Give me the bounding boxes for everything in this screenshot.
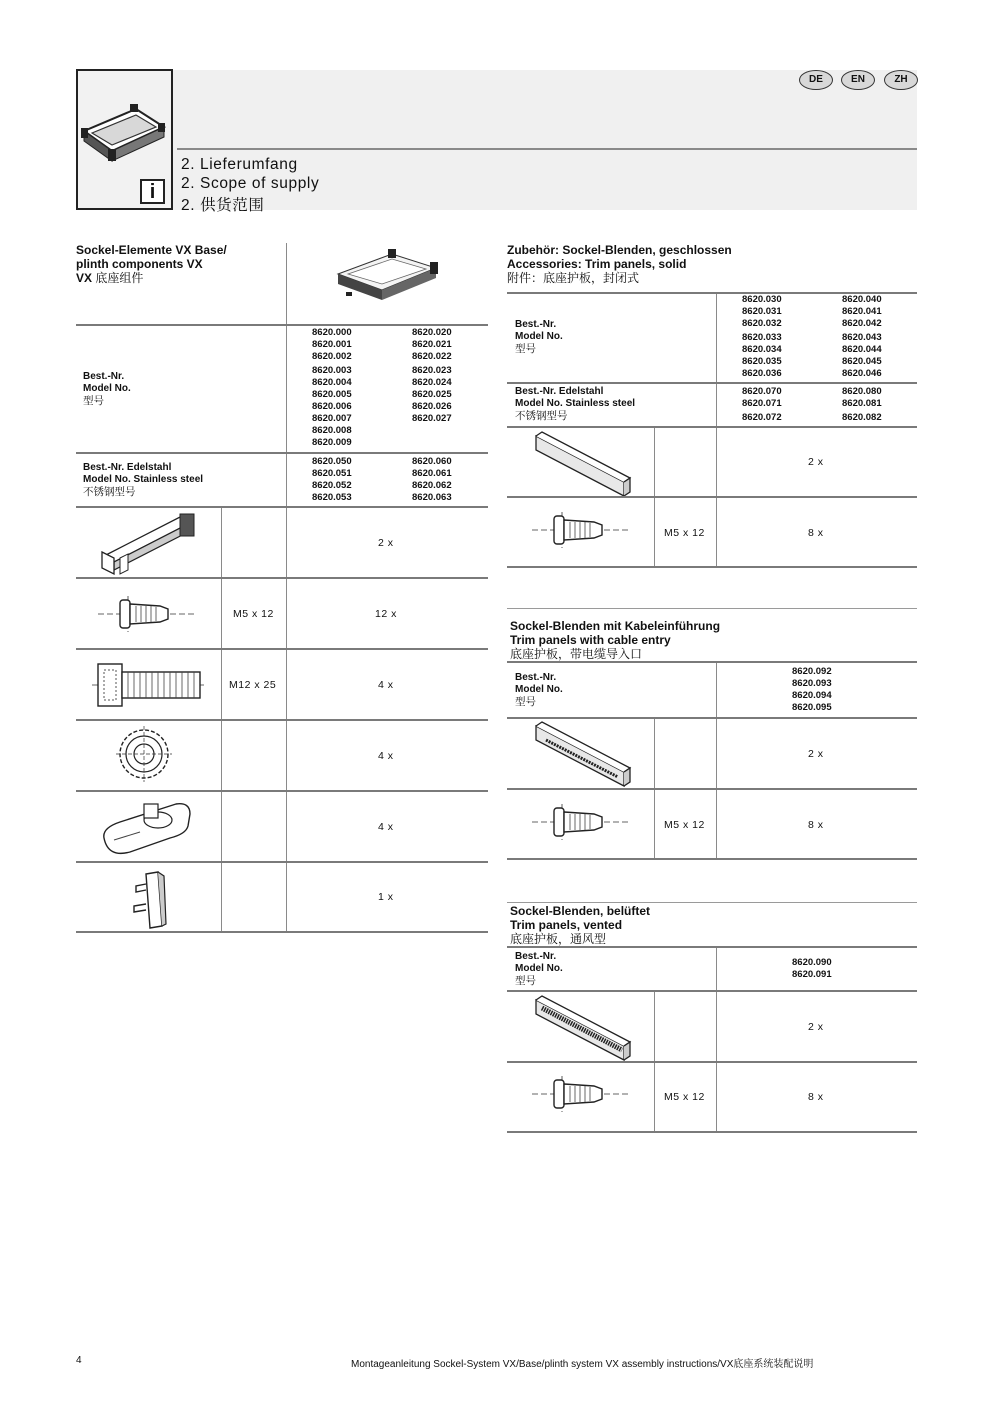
right3-codes xyxy=(792,957,832,981)
code: 8620.032 xyxy=(742,318,782,329)
left-title-line3 xyxy=(76,271,281,285)
code: 8620.020 xyxy=(412,327,452,338)
right2-model-label xyxy=(515,672,563,708)
code: 8620.092 xyxy=(792,666,832,677)
left-rule xyxy=(76,506,488,508)
code: 8620.071 xyxy=(742,398,782,409)
right1-model-no-label: Model No. xyxy=(515,331,563,342)
corner-clip-image xyxy=(100,798,192,861)
left-steel-model: Model No. Stainless steel xyxy=(83,474,204,485)
right3-title-zh: 底座护板，通风型 xyxy=(510,932,607,946)
code: 8620.006 xyxy=(312,401,352,412)
left-title-vx: VX xyxy=(76,271,93,285)
code: 8620.061 xyxy=(412,468,452,479)
right2-best-label: Best.-Nr. xyxy=(515,672,557,683)
right1-rule xyxy=(507,566,917,568)
size: M5 x 12 xyxy=(664,1091,705,1103)
qty: 2 x xyxy=(808,748,824,760)
right3-model-label xyxy=(515,951,563,987)
code: 8620.004 xyxy=(312,377,352,388)
left-steel-col1 xyxy=(312,456,352,504)
code: 8620.033 xyxy=(742,332,782,343)
left-codes-col1 xyxy=(312,327,352,449)
right3-top-rule xyxy=(507,902,917,903)
qty: 1 x xyxy=(378,891,394,903)
right2-model-zh: 型号 xyxy=(515,696,536,708)
code: 8620.025 xyxy=(412,389,452,400)
code: 8620.070 xyxy=(742,386,782,397)
right1-model-zh: 型号 xyxy=(515,343,536,355)
title-zh xyxy=(181,193,264,215)
right2-rule xyxy=(507,661,917,663)
screw-m5-image xyxy=(98,596,198,637)
right2-top-rule xyxy=(507,608,917,609)
right1-steel-zh: 不锈钢型号 xyxy=(515,410,568,422)
left-rule xyxy=(76,324,488,326)
footer-text: Montageanleitung Sockel-System VX/Base/plinth system VX assembly instructions/VX底座系统装配说明 xyxy=(351,1359,814,1370)
code: 8620.041 xyxy=(842,306,882,317)
code: 8620.042 xyxy=(842,318,882,329)
code: 8620.053 xyxy=(312,492,352,503)
qty: 12 x xyxy=(375,608,397,620)
left-divider xyxy=(286,454,287,506)
right3-section-title xyxy=(510,904,650,946)
code: 8620.051 xyxy=(312,468,352,479)
right3-model-zh: 型号 xyxy=(515,975,536,987)
code: 8620.095 xyxy=(792,702,832,713)
qty: 8 x xyxy=(808,819,824,831)
right3-rule xyxy=(507,1061,917,1063)
title-de: 2. Lieferumfang xyxy=(181,156,298,173)
bolt-m12-image xyxy=(92,660,204,715)
qty: 4 x xyxy=(378,750,394,762)
right1-title-line1: Zubehör: Sockel-Blenden, geschlossen xyxy=(507,243,732,257)
right1-model-label xyxy=(515,319,563,355)
toothed-washer-image xyxy=(116,726,172,787)
right2-title-line2: Trim panels with cable entry xyxy=(510,633,671,647)
qty: 8 x xyxy=(808,527,824,539)
right1-steel-label xyxy=(515,386,635,422)
right2-title-zh: 底座护板，带电缆导入口 xyxy=(510,647,643,661)
code: 8620.081 xyxy=(842,398,882,409)
left-divider xyxy=(286,243,287,325)
right3-title-line2: Trim panels, vented xyxy=(510,918,623,932)
right1-steel-model: Model No. Stainless steel xyxy=(515,398,636,409)
right3-model-no-label: Model No. xyxy=(515,963,563,974)
code: 8620.002 xyxy=(312,351,352,362)
size: M12 x 25 xyxy=(229,679,277,691)
screw-m5-image xyxy=(532,804,632,845)
code: 8620.040 xyxy=(842,294,882,305)
right3-rule xyxy=(507,946,917,948)
left-model-label xyxy=(83,371,131,407)
code: 8620.008 xyxy=(312,425,352,436)
right1-rule xyxy=(507,496,917,498)
code: 8620.050 xyxy=(312,456,352,467)
left-steel-zh: 不锈钢型号 xyxy=(83,486,136,498)
code: 8620.031 xyxy=(742,306,782,317)
code: 8620.030 xyxy=(742,294,782,305)
code: 8620.090 xyxy=(792,957,832,968)
trim-panel-cable-entry-image xyxy=(532,720,632,793)
plinth-assembly-image xyxy=(332,246,442,311)
code: 8620.045 xyxy=(842,356,882,367)
size: M5 x 12 xyxy=(233,608,274,620)
right1-title-zh: 附件：底座护板，封闭式 xyxy=(507,271,640,285)
page-number: 4 xyxy=(76,1355,82,1366)
code: 8620.027 xyxy=(412,413,452,424)
header-rule xyxy=(177,148,917,150)
code: 8620.007 xyxy=(312,413,352,424)
right3-rule xyxy=(507,990,917,992)
right2-rule xyxy=(507,788,917,790)
left-rule xyxy=(76,931,488,933)
right1-steel-best: Best.-Nr. Edelstahl xyxy=(515,386,604,397)
code: 8620.044 xyxy=(842,344,882,355)
lang-de-badge[interactable]: DE xyxy=(799,70,833,90)
size: M5 x 12 xyxy=(664,527,705,539)
code: 8620.072 xyxy=(742,412,782,423)
code: 8620.094 xyxy=(792,690,832,701)
code: 8620.005 xyxy=(312,389,352,400)
right1-steel-col1 xyxy=(742,386,782,424)
left-rule xyxy=(76,452,488,454)
code: 8620.000 xyxy=(312,327,352,338)
right2-title-line1: Sockel-Blenden mit Kabeleinführung xyxy=(510,619,721,633)
right1-codes-col2 xyxy=(842,294,882,380)
code: 8620.021 xyxy=(412,339,452,350)
right1-best-label: Best.-Nr. xyxy=(515,319,557,330)
right1-section-title xyxy=(507,243,732,285)
left-divider xyxy=(286,326,287,453)
code: 8620.080 xyxy=(842,386,882,397)
left-steel-col2 xyxy=(412,456,452,504)
right3-best-label: Best.-Nr. xyxy=(515,951,557,962)
code: 8620.093 xyxy=(792,678,832,689)
right1-divider xyxy=(716,384,717,426)
size: M5 x 12 xyxy=(664,819,705,831)
code: 8620.034 xyxy=(742,344,782,355)
code: 8620.052 xyxy=(312,480,352,491)
qty: 2 x xyxy=(378,537,394,549)
left-title-line1: Sockel-Elemente VX Base/ xyxy=(76,243,227,257)
right2-divider xyxy=(716,663,717,717)
info-icon: i xyxy=(140,179,165,204)
qty: 8 x xyxy=(808,1091,824,1103)
code: 8620.062 xyxy=(412,480,452,491)
screw-m5-image xyxy=(532,1076,632,1117)
code: 8620.036 xyxy=(742,368,782,379)
right1-codes-col1 xyxy=(742,294,782,380)
left-rule xyxy=(76,648,488,650)
trim-panel-solid-image xyxy=(532,430,632,503)
left-rule xyxy=(76,790,488,792)
code: 8620.046 xyxy=(842,368,882,379)
lang-zh-badge[interactable]: ZH xyxy=(884,70,918,90)
left-model-no-label: Model No. xyxy=(83,383,131,394)
code: 8620.024 xyxy=(412,377,452,388)
lang-en-badge[interactable]: EN xyxy=(841,70,875,90)
left-steel-best: Best.-Nr. Edelstahl xyxy=(83,462,172,473)
left-best-label: Best.-Nr. xyxy=(83,371,125,382)
code: 8620.026 xyxy=(412,401,452,412)
right2-model-no-label: Model No. xyxy=(515,684,563,695)
trim-panel-vented-image xyxy=(532,994,632,1067)
code: 8620.060 xyxy=(412,456,452,467)
right1-steel-col2 xyxy=(842,386,882,424)
right1-divider xyxy=(716,294,717,382)
left-section-title xyxy=(76,243,281,285)
code: 8620.035 xyxy=(742,356,782,367)
hook-clip-image xyxy=(128,870,168,935)
code: 8620.043 xyxy=(842,332,882,343)
right2-section-title xyxy=(510,619,720,661)
code: 8620.063 xyxy=(412,492,452,503)
title-zh-num: 2. xyxy=(181,197,196,214)
qty: 2 x xyxy=(808,456,824,468)
code: 8620.082 xyxy=(842,412,882,423)
title-en: 2. Scope of supply xyxy=(181,175,320,192)
left-model-zh: 型号 xyxy=(83,395,104,407)
left-rule xyxy=(76,719,488,721)
right3-title-line1: Sockel-Blenden, belüftet xyxy=(510,904,651,918)
left-codes-col2 xyxy=(412,327,452,425)
left-steel-label xyxy=(83,462,203,498)
left-title-zh: 底座组件 xyxy=(95,271,144,285)
code: 8620.001 xyxy=(312,339,352,350)
left-rule xyxy=(76,577,488,579)
bracket-rail-image xyxy=(100,512,200,581)
right1-rule xyxy=(507,426,917,428)
qty: 2 x xyxy=(808,1021,824,1033)
right2-codes xyxy=(792,666,832,714)
qty: 4 x xyxy=(378,821,394,833)
title-zh-text: 供货范围 xyxy=(200,197,265,214)
right1-title-line2: Accessories: Trim panels, solid xyxy=(507,257,687,271)
code: 8620.091 xyxy=(792,969,832,980)
screw-m5-image xyxy=(532,512,632,553)
code: 8620.009 xyxy=(312,437,352,448)
left-rule xyxy=(76,861,488,863)
code: 8620.022 xyxy=(412,351,452,362)
left-title-line2: plinth components VX xyxy=(76,257,203,271)
right3-divider xyxy=(716,948,717,990)
right1-rule xyxy=(507,382,917,384)
code: 8620.023 xyxy=(412,365,452,376)
code: 8620.003 xyxy=(312,365,352,376)
right2-rule xyxy=(507,717,917,719)
right2-rule xyxy=(507,858,917,860)
right3-rule xyxy=(507,1131,917,1133)
qty: 4 x xyxy=(378,679,394,691)
